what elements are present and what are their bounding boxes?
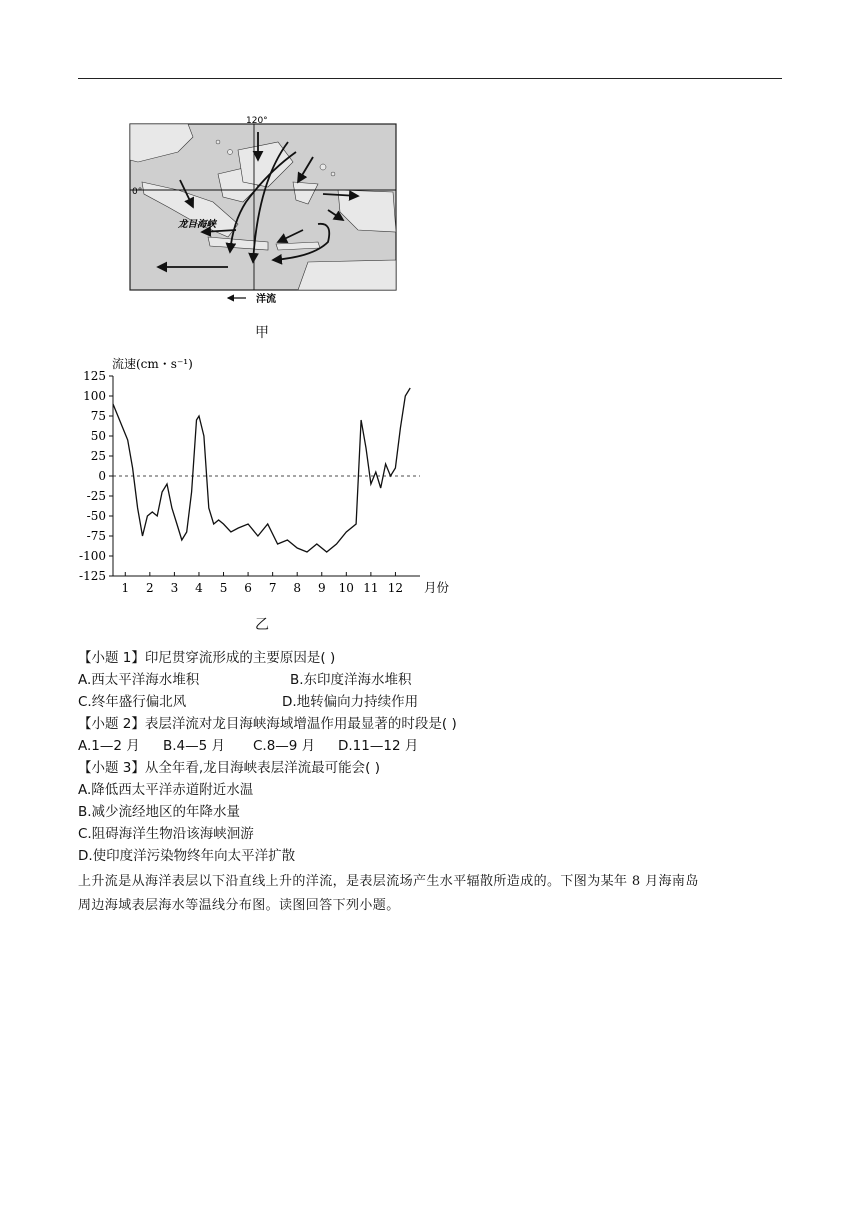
q1-option-c: C.终年盛行偏北风 <box>78 694 187 710</box>
q2-option-a: A.1—2 月 <box>78 738 140 754</box>
legend-label: 洋流 <box>256 294 276 305</box>
y-tick-label: 50 <box>90 429 106 443</box>
x-tick-label: 4 <box>195 581 203 595</box>
y-tick-label: 75 <box>90 409 106 423</box>
y-tick-label: -75 <box>86 529 106 543</box>
x-tick-label: 6 <box>244 581 252 595</box>
y-tick-label: -100 <box>79 549 106 563</box>
x-tick-label: 3 <box>170 581 179 595</box>
lat-label: 0° <box>132 187 143 197</box>
x-tick-label: 10 <box>338 581 354 595</box>
q1-option-d: D.地转偏向力持续作用 <box>282 694 419 710</box>
q1-stem: 【小题 1】印尼贯穿流形成的主要原因是( ) <box>78 650 336 666</box>
q2-stem: 【小题 2】表层洋流对龙目海峡海域增温作用最显著的时段是( ) <box>78 716 457 732</box>
q3-option-b: B.减少流经地区的年降水量 <box>78 804 241 820</box>
x-tick-label: 5 <box>219 581 228 595</box>
x-tick-label: 9 <box>317 581 326 595</box>
x-tick-label: 8 <box>293 581 302 595</box>
x-tick-label: 2 <box>146 581 154 595</box>
q1-option-b: B.东印度洋海水堆积 <box>290 672 412 688</box>
y-axis-label: 流速(cm・s⁻¹) <box>112 357 193 371</box>
q1-option-a: A.西太平洋海水堆积 <box>78 672 200 688</box>
q3-option-a: A.降低西太平洋赤道附近水温 <box>78 782 254 798</box>
chart-svg <box>70 350 460 605</box>
q2-option-c: C.8—9 月 <box>253 738 316 754</box>
x-tick-label: 11 <box>363 581 379 595</box>
q3-option-c: C.阻碍海洋生物沿该海峡洄游 <box>78 826 254 842</box>
q3-option-d: D.使印度洋污染物终年向太平洋扩散 <box>78 848 296 864</box>
y-tick-label: 0 <box>98 469 106 483</box>
x-axis-unit: 月份 <box>424 580 450 595</box>
x-tick-label: 12 <box>387 581 404 595</box>
chart-figure <box>70 350 460 605</box>
y-tick-label: -25 <box>86 489 106 503</box>
x-tick-label: 7 <box>268 581 277 595</box>
x-tick-label: 1 <box>121 581 130 595</box>
q2-option-d: D.11—12 月 <box>338 738 419 754</box>
map-svg <box>118 112 418 307</box>
passage-line-2: 周边海域表层海水等温线分布图。读图回答下列小题。 <box>78 898 400 913</box>
x-ticks <box>121 572 403 595</box>
q3-stem: 【小题 3】从全年看,龙目海峡表层洋流最可能会( ) <box>78 760 380 776</box>
header-rule <box>78 78 782 79</box>
passage-line-1: 上升流是从海洋表层以下沿直线上升的洋流，是表层流场产生水平辐散所造成的。下图为某年 8 月海南岛 <box>78 874 699 889</box>
y-tick-label: 25 <box>90 449 106 463</box>
q2-option-b: B.4—5 月 <box>163 738 226 754</box>
figure-a-label: 甲 <box>255 325 269 341</box>
y-tick-label: -125 <box>79 569 106 583</box>
passage <box>78 870 788 918</box>
strait-label: 龙目海峡 <box>178 219 217 230</box>
land-australia <box>298 260 396 290</box>
y-tick-label: -50 <box>86 509 106 523</box>
lon-label: 120° <box>246 116 268 126</box>
y-tick-label: 100 <box>83 389 106 403</box>
map-figure <box>118 112 418 307</box>
flow-speed-line <box>113 388 410 552</box>
y-tick-label: 125 <box>83 369 106 383</box>
figure-b-label: 乙 <box>255 617 269 633</box>
y-ticks <box>79 369 113 583</box>
